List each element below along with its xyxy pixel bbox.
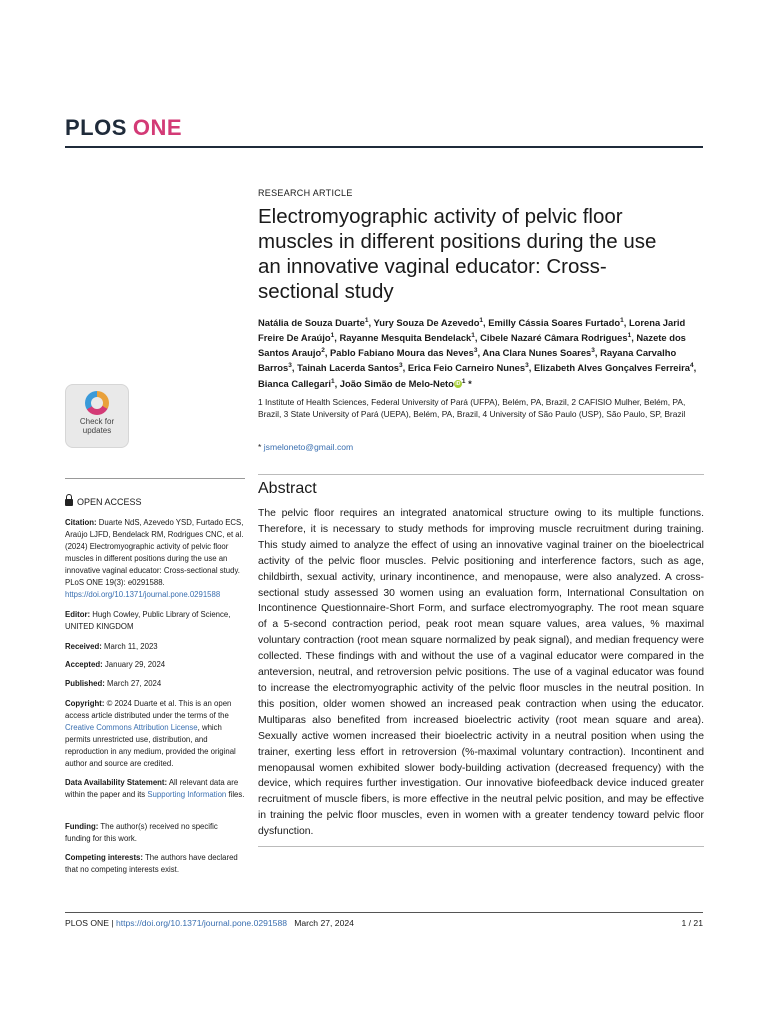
author-name: Lorena Jarid Freire De Araújo xyxy=(258,317,686,344)
author-name: Yury Souza De Azevedo xyxy=(373,317,480,329)
funding-block xyxy=(65,821,245,845)
footer-journal: PLOS ONE xyxy=(65,918,109,928)
data-availability-text: All relevant data are within the paper and its xyxy=(65,778,239,799)
published-block xyxy=(65,678,245,690)
check-updates-line1: Check for xyxy=(79,417,115,426)
article-title: Electromyographic activity of pelvic floor muscles in different positions during the use an innovative vaginal educator: Cross-sectional study xyxy=(258,205,657,303)
email-asterisk: * xyxy=(258,442,262,452)
author-affiliation-mark: 1 xyxy=(471,332,475,340)
accepted-label: Accepted: xyxy=(65,660,103,669)
author-affiliation-mark: 3 xyxy=(525,362,529,370)
open-access-label xyxy=(65,497,142,507)
author-name: Pablo Fabiano Moura das Neves xyxy=(330,347,474,359)
supporting-information-link[interactable]: Supporting Information xyxy=(147,790,227,799)
logo-plos: PLOS xyxy=(65,115,127,140)
page-number: 1 / 21 xyxy=(681,918,703,928)
footer-date: March 27, 2024 xyxy=(294,918,354,928)
author-affiliation-mark: 3 xyxy=(591,347,595,355)
competing-interests-label: Competing interests: xyxy=(65,853,143,862)
author-affiliation-mark: 1 xyxy=(330,332,335,340)
footer-doi-link[interactable]: https://doi.org/10.1371/journal.pone.0291588 xyxy=(115,918,288,928)
editor-label: Editor: xyxy=(65,610,91,619)
published-label: Published: xyxy=(65,679,105,688)
data-availability-label: Data Availability Statement: xyxy=(65,778,168,787)
corresponding-author-mark: * xyxy=(465,377,472,389)
author-list: Natália de Souza Duarte$^1$, Yury Souza De Azevedo$^1$, Emilly Cássia Soares Furtado$^1$, Lorena Jarid Freire De Araújo$^1$, Rayanne Mesquita Bendelack$^1$, Cibele Nazaré Câmara Rodrigues$^1$, Nazete dos Santos Araujo$^2$, Pablo Fabiano Moura das Neves$^3$, Ana Clara Nunes Soares$^3$, Rayana Carvalho Barros$^3$, Tainah Lacerda Santos$^3$, Erica Feio Carneiro Nunes$^3$, Elizabeth Alves Gonçalves Ferreira$^4$, Bianca Callegari$^1$, João Simão de Melo-Neto iD $^1$ * xyxy=(258,317,697,389)
competing-interests-block xyxy=(65,852,245,876)
email-link[interactable]: jsmeloneto@gmail.com xyxy=(263,442,354,452)
author-name: Nazete dos Santos Araujo xyxy=(258,332,686,359)
abstract-top-divider xyxy=(258,474,704,475)
footer-separator: | xyxy=(111,918,114,928)
accepted-date: January 29, 2024 xyxy=(104,660,166,669)
received-label: Received: xyxy=(65,642,102,651)
data-availability-block xyxy=(65,777,245,801)
author-affiliation-mark: 1 xyxy=(479,317,484,324)
author-affiliation-mark: 1 xyxy=(627,332,632,340)
check-updates-line2: updates xyxy=(82,426,112,435)
open-access-text: OPEN ACCESS xyxy=(77,497,142,507)
author-name: Emilly Cássia Soares Furtado xyxy=(488,317,621,329)
journal-logo[interactable] xyxy=(65,115,182,141)
received-date: March 11, 2023 xyxy=(104,642,158,651)
crossmark-icon xyxy=(85,391,109,415)
orcid-icon[interactable]: iD xyxy=(455,381,461,388)
footer-divider xyxy=(65,912,703,913)
author-affiliation-mark: 3 xyxy=(288,362,292,370)
received-block xyxy=(65,641,245,653)
header-divider xyxy=(65,146,703,148)
cc-license-link[interactable]: Creative Commons Attribution License xyxy=(65,723,198,732)
editor-text: Hugh Cowley, Public Library of Science, UNITED KINGDOM xyxy=(65,610,231,631)
author-name: Cibele Nazaré Câmara Rodrigues xyxy=(480,332,628,344)
data-availability-text-2: files. xyxy=(228,790,245,799)
author-affiliation-mark: 1 xyxy=(620,317,624,324)
copyright-text: © 2024 Duarte et al. This is an open access article distributed under the terms of the xyxy=(65,699,232,720)
citation-text: Duarte NdS, Azevedo YSD, Furtado ECS, Araújo LJFD, Bendelack RM, Rodrigues CNC, et al. (2024) Electromyographic activity of pelvic floor muscles in different positions during the use an innovative vaginal educator: Cross-sectional study. PLoS ONE 19(3): e0291588. xyxy=(65,518,244,587)
author-name: Erica Feio Carneiro Nunes xyxy=(407,362,526,374)
copyright-text-2: , which permits unrestricted use, distribution, and reproduction in any medium, provided the original author and source are credited. xyxy=(65,723,236,768)
author-affiliation-mark: 1 xyxy=(461,377,466,385)
abstract-heading: Abstract xyxy=(258,480,317,497)
author-affiliation-mark: 1 xyxy=(364,317,369,324)
sidebar-divider xyxy=(65,478,245,479)
published-date: March 27, 2024 xyxy=(107,679,162,688)
author-affiliation-mark: 3 xyxy=(399,362,403,370)
citation-doi-link[interactable]: https://doi.org/10.1371/journal.pone.0291588 xyxy=(65,590,221,599)
author-affiliation-mark: 2 xyxy=(321,347,325,355)
copyright-block xyxy=(65,698,245,770)
article-type: RESEARCH ARTICLE xyxy=(258,188,353,198)
author-name: Rayanne Mesquita Bendelack xyxy=(339,332,472,344)
funding-label: Funding: xyxy=(65,822,99,831)
copyright-label: Copyright: xyxy=(65,699,105,708)
author-name: Tainah Lacerda Santos xyxy=(297,362,400,374)
author-name: João Simão de Melo-Neto xyxy=(339,377,454,389)
author-affiliation-mark: 1 xyxy=(330,377,335,385)
open-lock-icon xyxy=(65,499,73,506)
logo-one: ONE xyxy=(132,115,183,140)
author-name: Elizabeth Alves Gonçalves Ferreira xyxy=(533,362,690,374)
competing-interests-text: The authors have declared that no competing interests exist. xyxy=(65,853,238,874)
author-name: Ana Clara Nunes Soares xyxy=(482,347,592,359)
author-name: Bianca Callegari xyxy=(258,377,331,389)
accepted-block xyxy=(65,659,245,671)
editor-block xyxy=(65,609,245,633)
abstract-bottom-divider xyxy=(258,846,704,847)
author-name: Natália de Souza Duarte xyxy=(258,317,365,329)
author-affiliation-mark: 3 xyxy=(473,347,478,355)
author-affiliation-mark: 4 xyxy=(689,362,694,370)
citation-block xyxy=(65,517,245,601)
citation-label: Citation: xyxy=(65,518,97,527)
affiliations: 1 Institute of Health Sciences, Federal University of Pará (UFPA), Belém, PA, Brazil, 2 CAFISIO Mulher, Belém, PA, Brazil, 3 State University of Pará (UEPA), Belém, PA, Brazil, 4 University of São Paulo (USP), São Paulo, SP, Brazil xyxy=(258,397,686,419)
funding-text: The author(s) received no specific funding for this work. xyxy=(65,822,218,843)
abstract-text: The pelvic floor requires an integrated anatomical structure owing to its multiple functions. Therefore, it is necessary to study methods for improving muscle recruitment during training. This study aimed to analyze the effect of using an innovative vaginal trainer on the bioelectrical activity of the pelvic floor muscles. Pelvic positioning and interference factors, such as age, childbirth, sexual activity, urinary incontinence, and menopause, were also analyzed. A cross-sectional study assessed 30 women using an evaluation form, International Consultation on Incontinence Questionnaire-Short Form, and surface electromyography. The root mean square of a 5-second contraction period, peak root mean square values, area values, % maximal voluntary contraction (root mean square normalized by peak signal), and median frequency were collected. These findings with and without the use of a vaginal educator were compared in the anteversion, neutral, and retroversion pelvic positions. The use of a vaginal educator was found to increase the electromyographic activity of the pelvic floor muscles in the neutral position. In this position, older women showed an increased peak contraction when using the educator. Multiparas also benefited from increased bioelectric activity (root mean square and area). Sexually active women increased their bioelectric activity in a neutral position when using the trainer, exerting less effort in retroversion (%-maximal voluntary contraction). Incontinent and menopausal women exhibited slower body-building activation (decreased frequency) with the device, which requires further investigation. Our innovative biofeedback device induced greater recruitment of muscle fibers, is more effective in the neutral pelvic position, and may be effective in training the pelvic floor muscles, even in women with a greater tendency toward pelvic floor dysfunction. xyxy=(258,508,704,838)
check-for-updates-badge[interactable] xyxy=(65,384,129,448)
corresponding-email xyxy=(258,442,353,452)
page-footer xyxy=(65,918,354,928)
author-name: Rayana Carvalho Barros xyxy=(258,347,677,374)
